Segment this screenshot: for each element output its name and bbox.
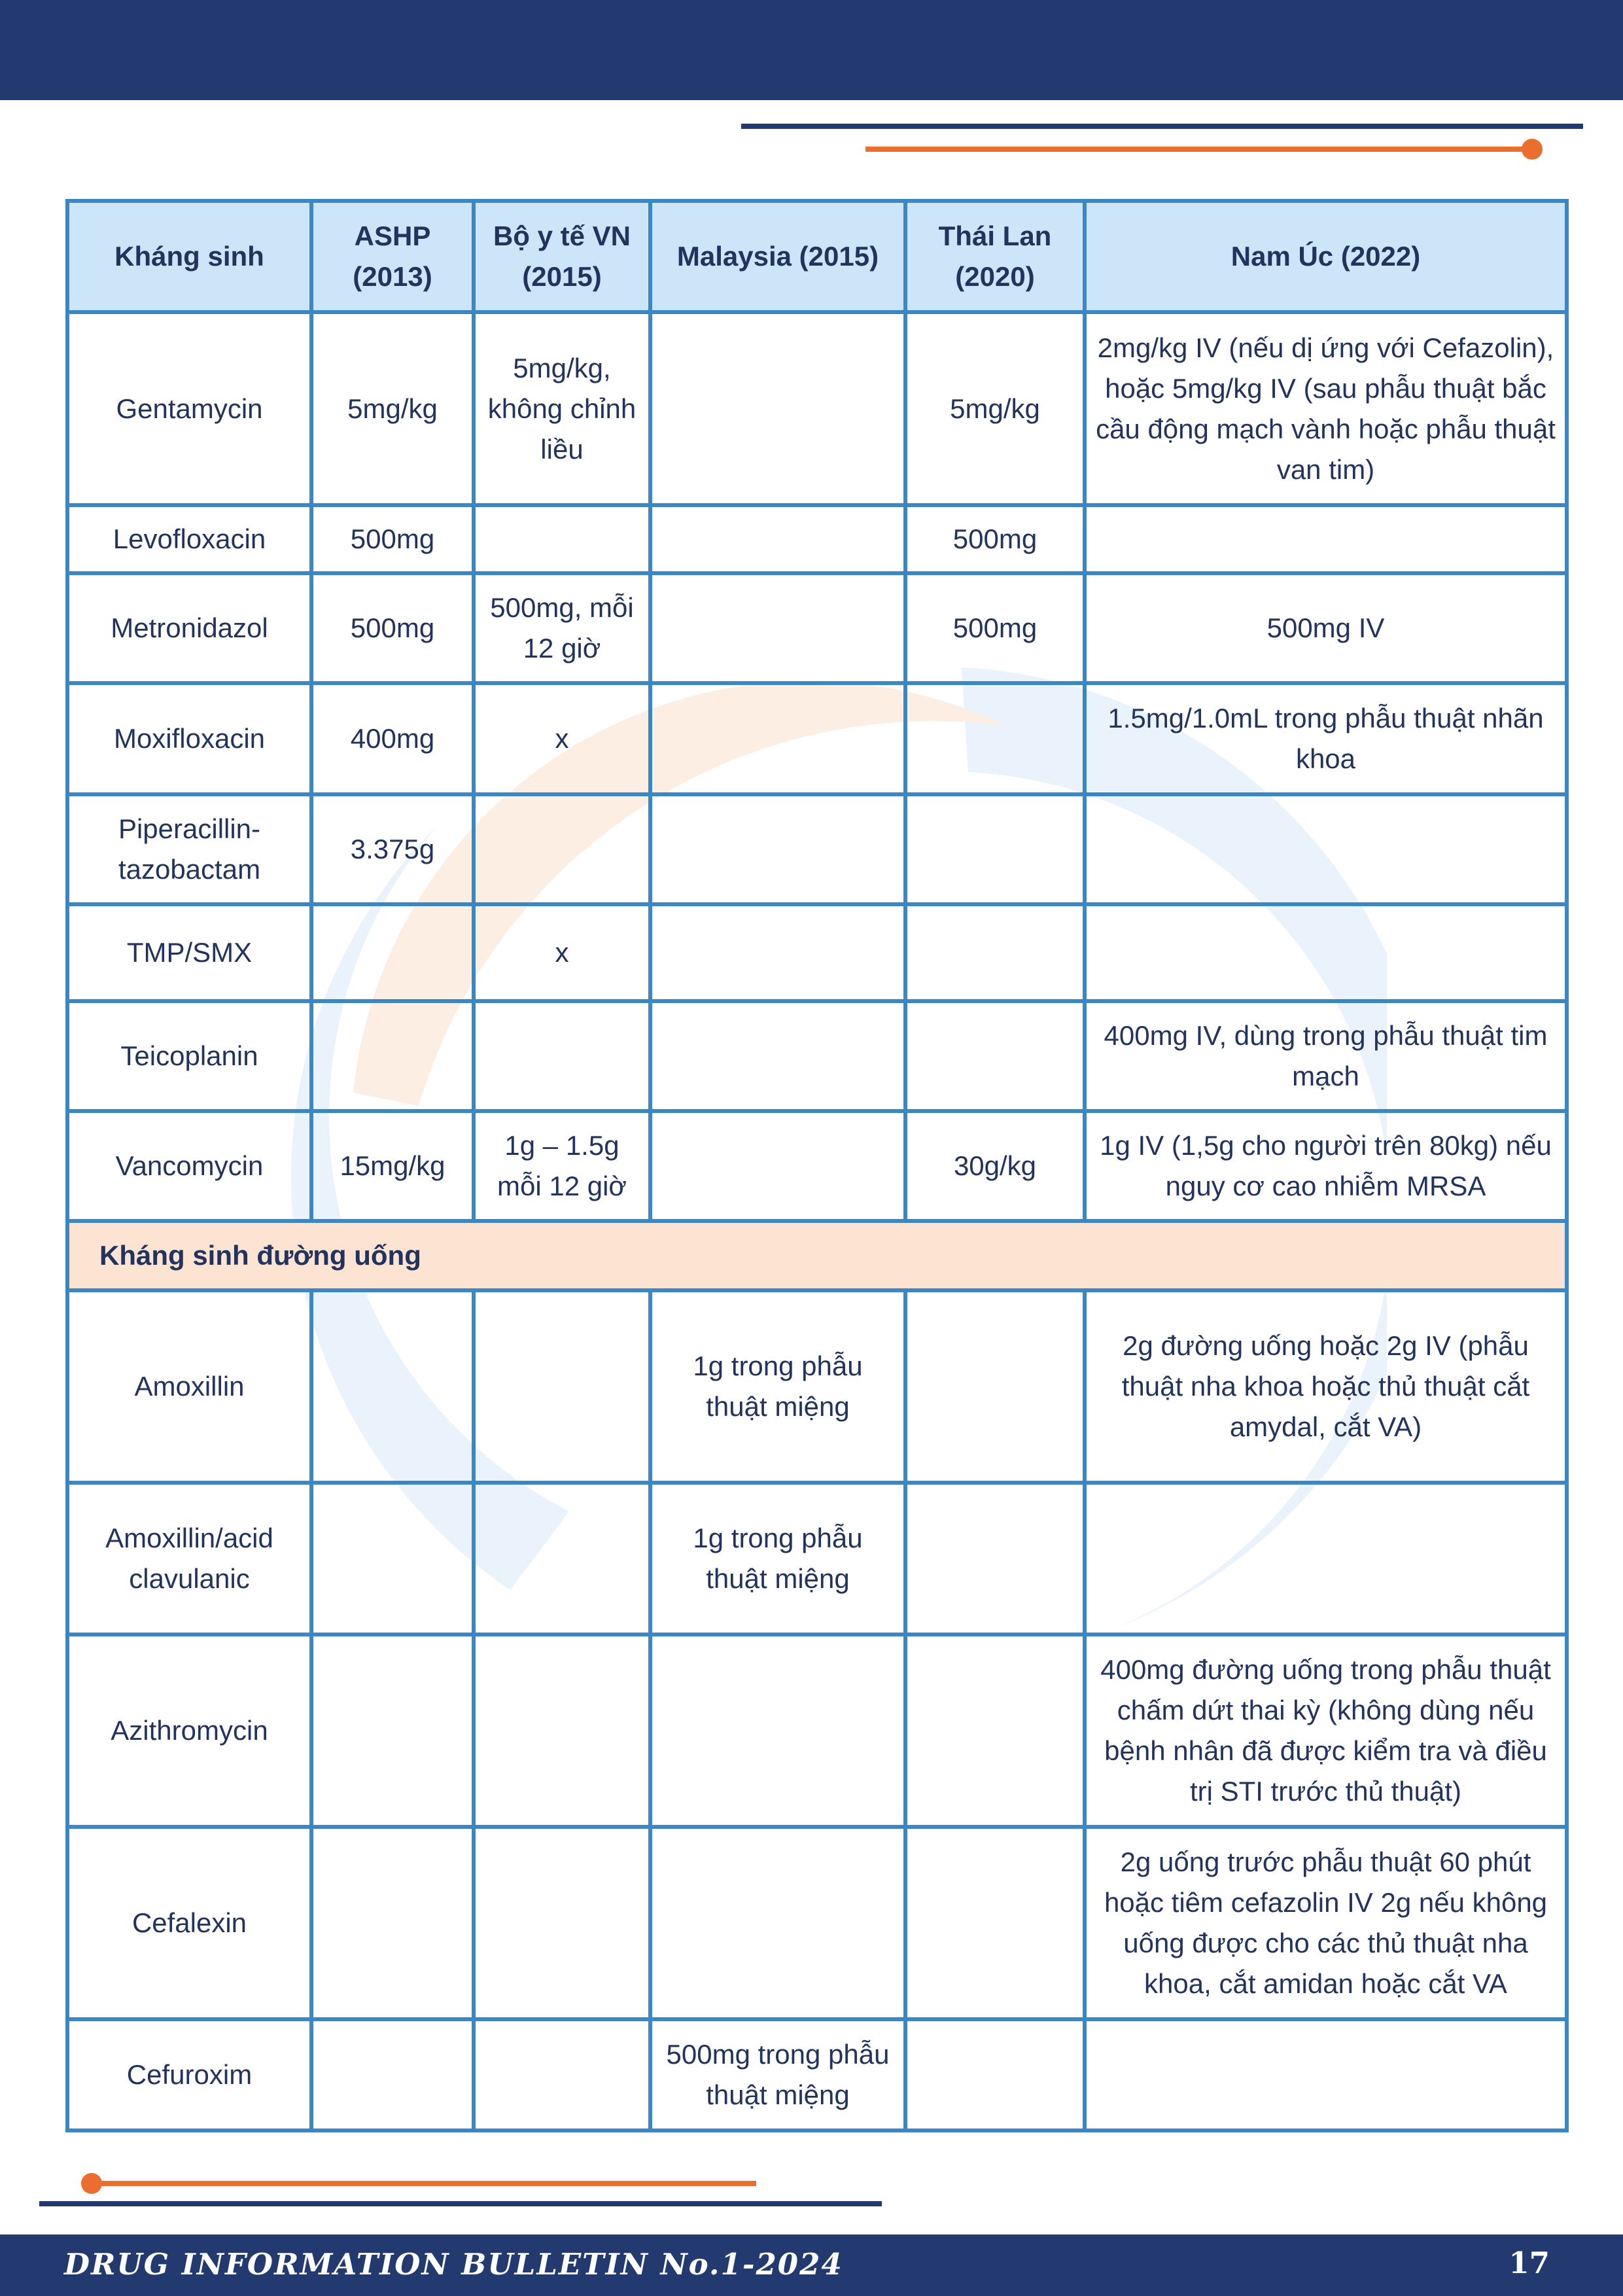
ashp-cell <box>311 904 474 1001</box>
thailand-cell: 500mg <box>905 573 1085 683</box>
australia-cell <box>1085 505 1567 573</box>
malaysia-cell <box>650 505 905 573</box>
table-row <box>67 1001 1567 1111</box>
table-row <box>67 1111 1567 1221</box>
thailand-cell: 500mg <box>905 505 1085 573</box>
decorative-line-orange <box>865 147 1533 152</box>
malaysia-cell: 500mg trong phẫu thuật miệng <box>650 2019 905 2130</box>
vn-cell <box>474 1827 650 2019</box>
malaysia-cell <box>650 312 905 505</box>
table-row <box>67 312 1567 505</box>
table-row <box>67 1483 1567 1634</box>
table-header-row <box>67 201 1567 312</box>
thailand-cell <box>905 1290 1085 1483</box>
australia-cell <box>1085 904 1567 1001</box>
ashp-cell <box>311 1290 474 1483</box>
antibiotic-dosage-table <box>65 199 1569 2132</box>
australia-cell: 1.5mg/1.0mL trong phẫu thuật nhãn khoa <box>1085 683 1567 794</box>
malaysia-cell: 1g trong phẫu thuật miệng <box>650 1290 905 1483</box>
australia-cell: 400mg đường uống trong phẫu thuật chấm dứt thai kỳ (không dùng nếu bệnh nhân đã được kiểm tra và điều trị STI trước thủ thuật) <box>1085 1634 1567 1827</box>
table-row <box>67 1290 1567 1483</box>
australia-cell: 1g IV (1,5g cho người trên 80kg) nếu nguy cơ cao nhiễm MRSA <box>1085 1111 1567 1221</box>
ashp-cell <box>311 1001 474 1111</box>
drug-name-cell: Amoxillin <box>67 1290 311 1483</box>
thailand-cell <box>905 904 1085 1001</box>
header-cell: Malaysia (2015) <box>650 201 905 312</box>
australia-cell <box>1085 2019 1567 2130</box>
drug-name-cell: Cefalexin <box>67 1827 311 2019</box>
header-band <box>0 0 1623 100</box>
ashp-cell: 400mg <box>311 683 474 794</box>
table-row <box>67 2019 1567 2130</box>
malaysia-cell <box>650 1827 905 2019</box>
drug-name-cell: Cefuroxim <box>67 2019 311 2130</box>
australia-cell: 500mg IV <box>1085 573 1567 683</box>
vn-cell <box>474 505 650 573</box>
ashp-cell <box>311 1634 474 1827</box>
malaysia-cell: 1g trong phẫu thuật miệng <box>650 1483 905 1634</box>
ashp-cell: 3.375g <box>311 794 474 904</box>
thailand-cell: 30g/kg <box>905 1111 1085 1221</box>
vn-cell <box>474 1483 650 1634</box>
ashp-cell: 15mg/kg <box>311 1111 474 1221</box>
thailand-cell <box>905 1001 1085 1111</box>
header-cell: Bộ y tế VN (2015) <box>474 201 650 312</box>
drug-name-cell: Moxifloxacin <box>67 683 311 794</box>
malaysia-cell <box>650 1111 905 1221</box>
australia-cell <box>1085 1483 1567 1634</box>
table-row <box>67 794 1567 904</box>
vn-cell: 1g – 1.5g mỗi 12 giờ <box>474 1111 650 1221</box>
table-row <box>67 904 1567 1001</box>
australia-cell <box>1085 794 1567 904</box>
vn-cell: 500mg, mỗi 12 giờ <box>474 573 650 683</box>
thailand-cell <box>905 1634 1085 1827</box>
vn-cell: 5mg/kg, không chỉnh liều <box>474 312 650 505</box>
decorative-line-navy <box>39 2201 882 2206</box>
ashp-cell: 500mg <box>311 573 474 683</box>
table-row <box>67 573 1567 683</box>
drug-name-cell: Vancomycin <box>67 1111 311 1221</box>
drug-name-cell: Teicoplanin <box>67 1001 311 1111</box>
thailand-cell <box>905 1483 1085 1634</box>
vn-cell <box>474 1290 650 1483</box>
drug-name-cell: Azithromycin <box>67 1634 311 1827</box>
ashp-cell <box>311 2019 474 2130</box>
vn-cell: x <box>474 904 650 1001</box>
header-cell: Nam Úc (2022) <box>1085 201 1567 312</box>
vn-cell <box>474 1634 650 1827</box>
malaysia-cell <box>650 1001 905 1111</box>
drug-name-cell: Metronidazol <box>67 573 311 683</box>
malaysia-cell <box>650 1634 905 1827</box>
section-row <box>67 1221 1567 1290</box>
decorative-line-navy <box>741 124 1583 129</box>
vn-cell <box>474 794 650 904</box>
australia-cell: 2g uống trước phẫu thuật 60 phút hoặc tiêm cefazolin IV 2g nếu không uống được cho các thủ thuật nha khoa, cắt amidan hoặc cắt VA <box>1085 1827 1567 2019</box>
header-cell: Kháng sinh <box>67 201 311 312</box>
thailand-cell <box>905 2019 1085 2130</box>
thailand-cell <box>905 683 1085 794</box>
australia-cell: 2g đường uống hoặc 2g IV (phẫu thuật nha khoa hoặc thủ thuật cắt amydal, cắt VA) <box>1085 1290 1567 1483</box>
vn-cell <box>474 1001 650 1111</box>
decorative-line-orange <box>92 2181 756 2186</box>
malaysia-cell <box>650 573 905 683</box>
australia-cell: 400mg IV, dùng trong phẫu thuật tim mạch <box>1085 1001 1567 1111</box>
decorative-dot <box>1522 139 1543 160</box>
header-cell: ASHP (2013) <box>311 201 474 312</box>
table-row <box>67 1634 1567 1827</box>
vn-cell: x <box>474 683 650 794</box>
drug-name-cell: Piperacillin-tazobactam <box>67 794 311 904</box>
thailand-cell <box>905 794 1085 904</box>
table-row <box>67 505 1567 573</box>
header-cell: Thái Lan (2020) <box>905 201 1085 312</box>
section-label: Kháng sinh đường uống <box>67 1221 1567 1290</box>
malaysia-cell <box>650 683 905 794</box>
ashp-cell <box>311 1827 474 2019</box>
ashp-cell: 5mg/kg <box>311 312 474 505</box>
vn-cell <box>474 2019 650 2130</box>
table-row <box>67 683 1567 794</box>
drug-name-cell: Amoxillin/acid clavulanic <box>67 1483 311 1634</box>
drug-name-cell: Gentamycin <box>67 312 311 505</box>
malaysia-cell <box>650 794 905 904</box>
drug-name-cell: TMP/SMX <box>67 904 311 1001</box>
drug-name-cell: Levofloxacin <box>67 505 311 573</box>
ashp-cell <box>311 1483 474 1634</box>
table-row <box>67 1827 1567 2019</box>
thailand-cell <box>905 1827 1085 2019</box>
page-number: 17 <box>1509 2246 1550 2280</box>
malaysia-cell <box>650 904 905 1001</box>
ashp-cell: 500mg <box>311 505 474 573</box>
australia-cell: 2mg/kg IV (nếu dị ứng với Cefazolin), hoặc 5mg/kg IV (sau phẫu thuật bắc cầu động mạch vành hoặc phẫu thuật van tim) <box>1085 312 1567 505</box>
thailand-cell: 5mg/kg <box>905 312 1085 505</box>
footer-title: DRUG INFORMATION BULLETIN No.1-2024 <box>64 2247 843 2282</box>
